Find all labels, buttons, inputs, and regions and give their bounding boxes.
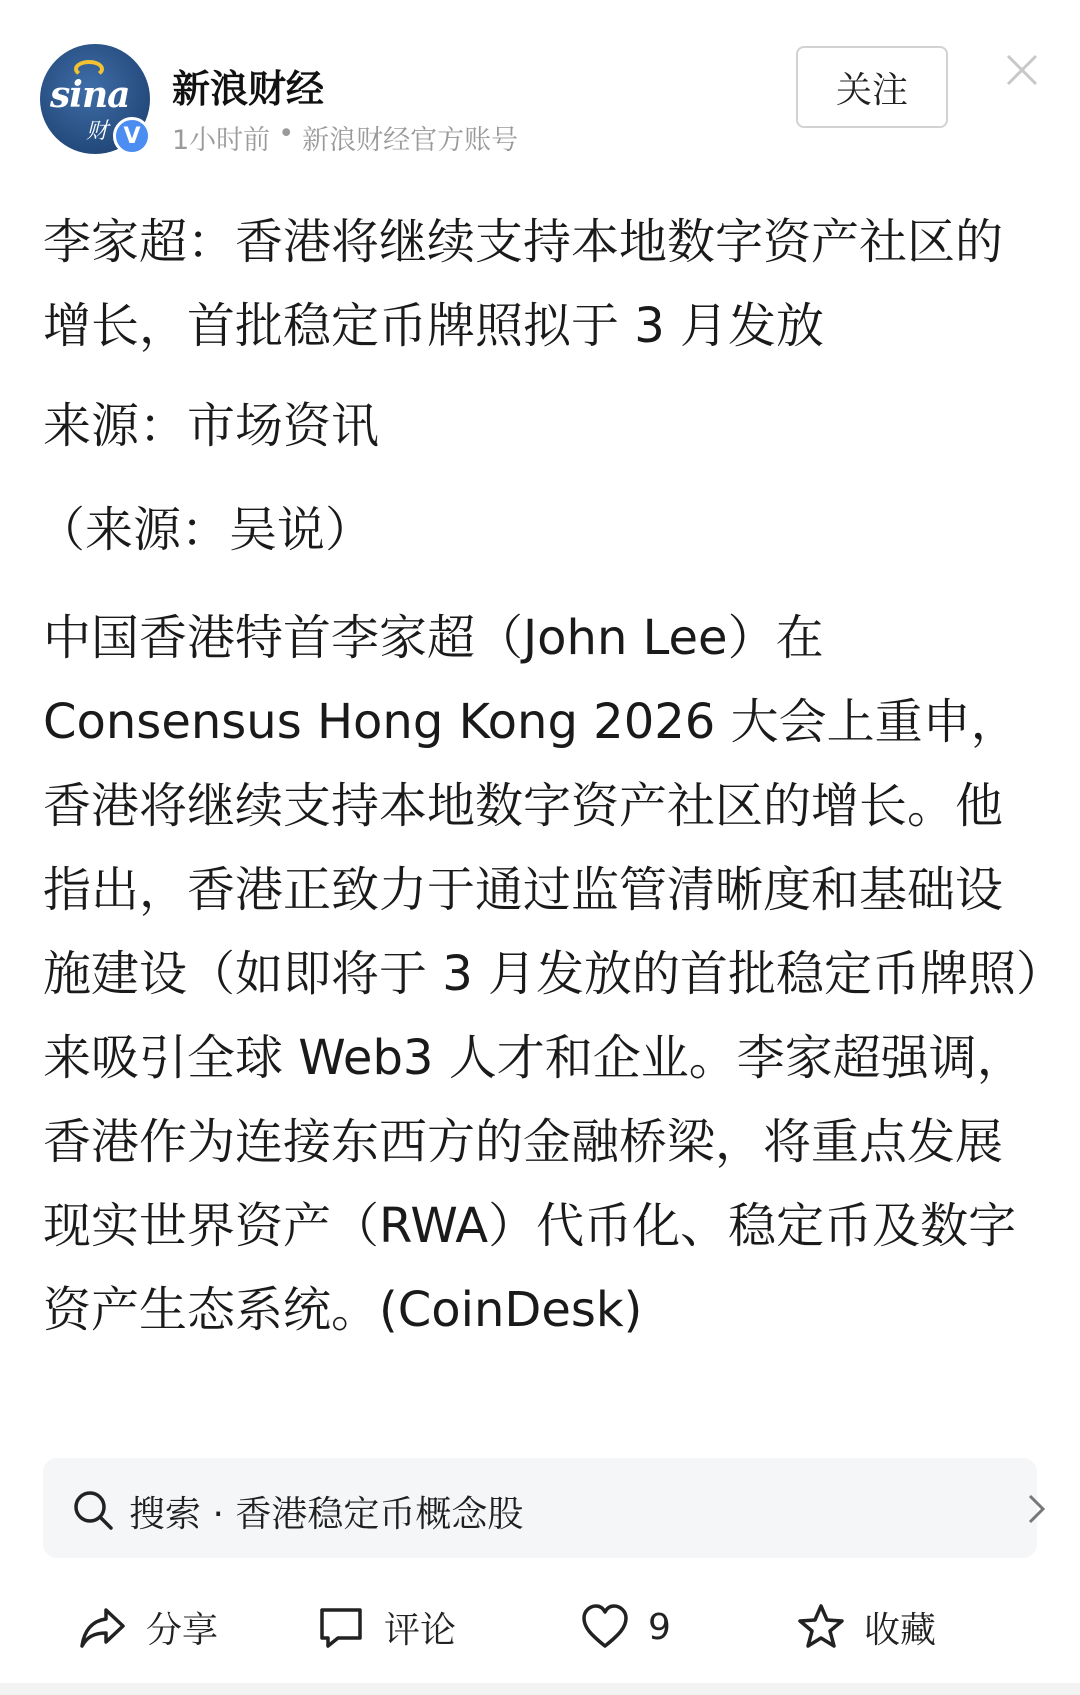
like-button[interactable] <box>580 1599 671 1655</box>
post-time: 1小时前 <box>172 125 271 156</box>
follow-button[interactable]: 关注 <box>796 46 948 128</box>
comment-label: 评论 <box>384 1609 457 1651</box>
star-icon <box>796 1602 846 1652</box>
share-icon <box>78 1602 128 1652</box>
favorite-button[interactable] <box>796 1599 936 1655</box>
article-title: 李家超：香港将继续支持本地数字资产社区的增长，首批稳定币牌照拟于 3 月发放 <box>43 214 1004 354</box>
heart-icon <box>580 1602 630 1652</box>
account-description: 新浪财经官方账号 <box>302 125 519 156</box>
article-header <box>0 0 1080 160</box>
meta-separator: • <box>278 118 295 149</box>
related-search-text: 搜索 · 香港稳定币概念股 <box>129 1494 524 1535</box>
close-icon[interactable] <box>1004 52 1040 88</box>
bottom-divider <box>0 1683 1080 1695</box>
comment-icon <box>316 1602 366 1652</box>
share-button[interactable] <box>78 1599 218 1655</box>
avatar-logo-text: sina <box>50 74 130 116</box>
share-label: 分享 <box>146 1609 219 1651</box>
article-content <box>37 200 1043 1352</box>
chevron-right-icon <box>1021 1492 1051 1526</box>
article-body: 中国香港特首李家超（John Lee）在 Consensus Hong Kong 2026 大会上重申，香港将继续支持本地数字资产社区的增长。他指出，香港正致力于通过监管清晰度和基础设施建设（如即将于 3 月发放的首批稳定币牌照）来吸引全球 Web3 人才和企业。李家超强调，香港作为连接东西方的金融桥梁，将重点发展现实世界资产（RWA）代币化、稳定币及数字资产生态系统。(CoinDesk) <box>43 610 1041 1338</box>
article-source: 来源：市场资讯 <box>43 398 380 454</box>
like-count: 9 <box>648 1606 671 1648</box>
verified-badge-icon: V <box>113 117 151 155</box>
favorite-label: 收藏 <box>864 1609 937 1651</box>
bottom-action-bar <box>0 1575 1080 1675</box>
search-icon <box>71 1488 115 1532</box>
related-search-bar[interactable] <box>43 1458 1037 1558</box>
comment-button[interactable] <box>316 1599 456 1655</box>
account-meta <box>172 118 518 157</box>
account-name[interactable]: 新浪财经 <box>172 67 325 111</box>
article-original-source: （来源：吴说） <box>37 502 374 558</box>
avatar-logo-sub: 财 <box>86 119 109 144</box>
